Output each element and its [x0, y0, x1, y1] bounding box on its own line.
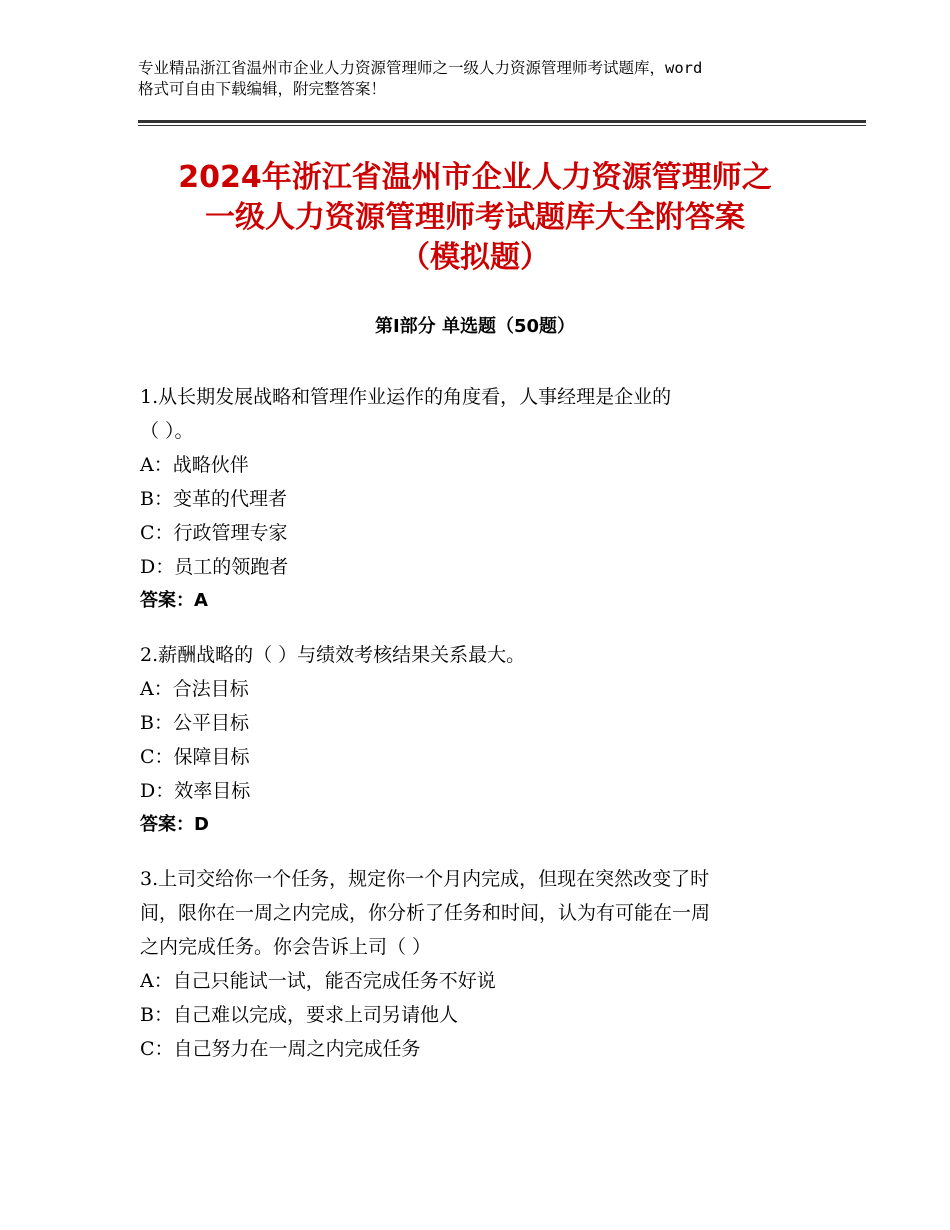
question-stem-line: 1.从长期发展战略和管理作业运作的角度看，人事经理是企业的	[140, 386, 672, 408]
question-stem-line: 间，限你在一周之内完成，你分析了任务和时间，认为有可能在一周	[140, 902, 711, 924]
question-option: A：自己只能试一试，能否完成任务不好说	[140, 970, 496, 992]
document-title	[100, 158, 850, 278]
question-item	[140, 380, 820, 618]
document-title-line: 2024年浙江省温州市企业人力资源管理师之	[178, 160, 772, 195]
question-stem	[140, 638, 820, 672]
question-option: B：自己难以完成，要求上司另请他人	[140, 1004, 458, 1026]
question-item	[140, 862, 820, 1066]
document-title-line: （模拟题）	[400, 240, 550, 275]
question-stem-line: （ ）。	[140, 420, 194, 442]
question-option: C：行政管理专家	[140, 522, 288, 544]
question-stem-line: 3.上司交给你一个任务，规定你一个月内完成，但现在突然改变了时	[140, 868, 710, 890]
document-title-line: 一级人力资源管理师考试题库大全附答案	[205, 200, 745, 235]
question-stem	[140, 380, 820, 448]
question-option: B：公平目标	[140, 712, 249, 734]
question-option: A：战略伙伴	[140, 454, 249, 476]
question-list	[140, 380, 820, 1086]
header-note-line: 格式可自由下载编辑，附完整答案！	[138, 80, 387, 98]
question-option: B：变革的代理者	[140, 488, 287, 510]
question-option: C：自己努力在一周之内完成任务	[140, 1038, 421, 1060]
question-answer: 答案：A	[140, 590, 208, 611]
question-stem-line: 之内完成任务。你会告诉上司（ ）	[140, 936, 432, 958]
header-divider-thin	[138, 125, 866, 126]
question-stem-line: 2.薪酬战略的（ ）与绩效考核结果关系最大。	[140, 644, 526, 666]
question-answer: 答案：D	[140, 814, 209, 835]
question-option: D：效率目标	[140, 780, 251, 802]
header-divider-thick	[138, 120, 866, 123]
header-note-line: 专业精品浙江省温州市企业人力资源管理师之一级人力资源管理师考试题库，word	[138, 59, 703, 77]
question-option: A：合法目标	[140, 678, 249, 700]
question-item	[140, 638, 820, 842]
question-stem	[140, 862, 820, 964]
question-option: D：员工的领跑者	[140, 556, 289, 578]
header-note	[138, 58, 828, 100]
question-option: C：保障目标	[140, 746, 250, 768]
section-title: 第Ⅰ部分 单选题（50题）	[374, 316, 575, 337]
